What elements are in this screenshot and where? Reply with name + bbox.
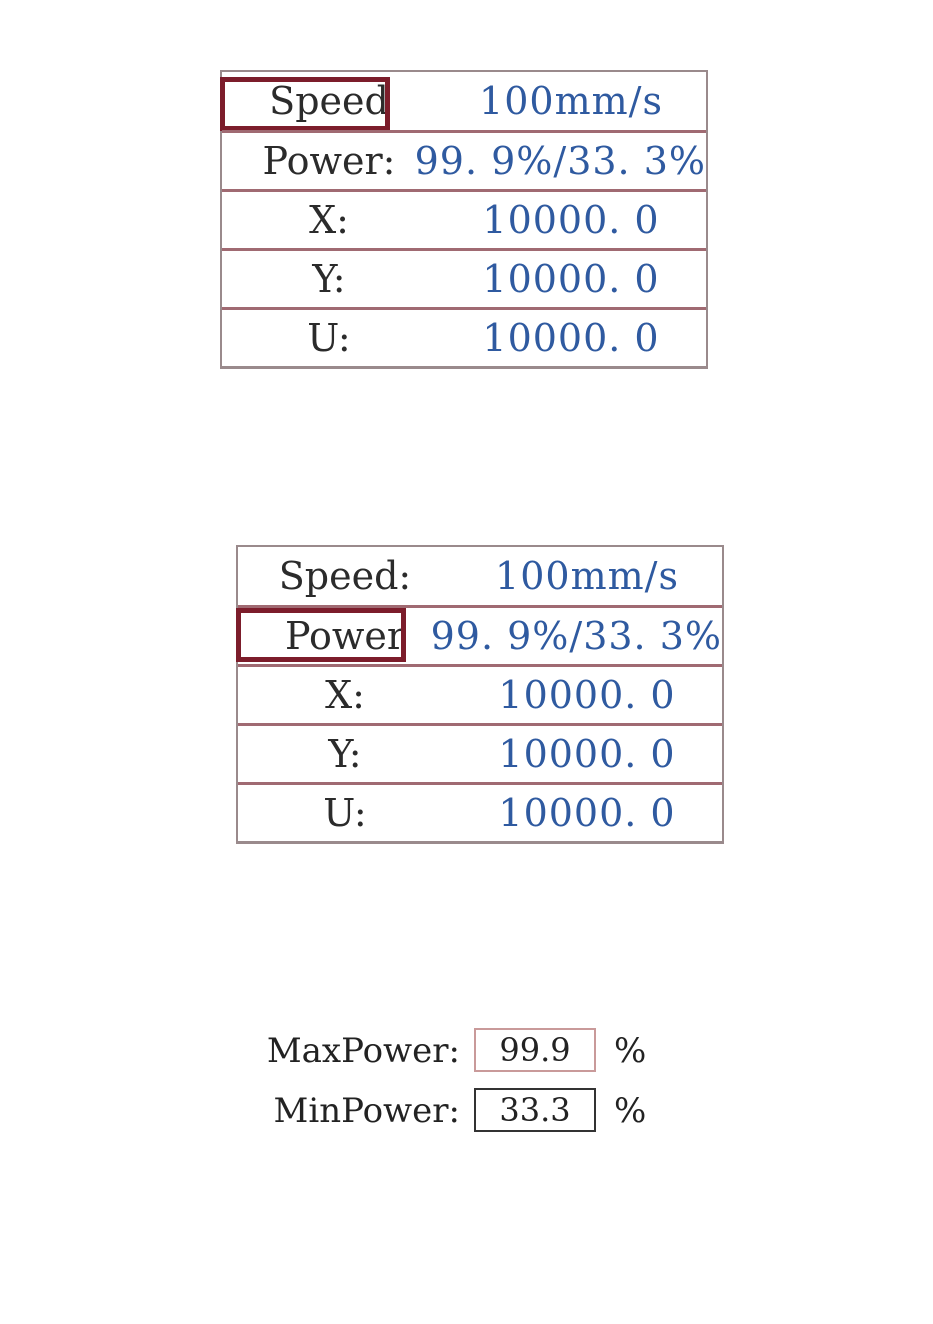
x-row[interactable] <box>238 664 722 723</box>
param-panel-speed-selected <box>220 70 708 369</box>
u-row[interactable] <box>238 782 722 841</box>
u-value: 10000. 0 <box>482 316 660 360</box>
power-settings-form <box>262 1008 664 1138</box>
x-value: 10000. 0 <box>498 673 676 717</box>
minpower-row <box>262 1086 664 1136</box>
y-row[interactable] <box>222 248 706 307</box>
power-row[interactable] <box>238 605 722 664</box>
u-label: U: <box>323 791 367 835</box>
param-panel-power-selected <box>236 545 724 844</box>
speed-value: 100mm/s <box>479 79 663 123</box>
x-row[interactable] <box>222 189 706 248</box>
x-label: X: <box>325 673 365 717</box>
power-label: Power: <box>262 139 396 183</box>
u-label: U: <box>307 316 351 360</box>
maxpower-unit: % <box>614 1031 647 1071</box>
y-label: Y: <box>312 257 346 301</box>
power-row[interactable] <box>222 130 706 189</box>
power-label: Power <box>284 614 406 658</box>
maxpower-input[interactable] <box>474 1028 596 1072</box>
maxpower-row <box>262 1026 664 1076</box>
speed-label: Speed: <box>278 554 412 598</box>
y-label: Y: <box>328 732 362 776</box>
x-value: 10000. 0 <box>482 198 660 242</box>
power-value: 99. 9%/33. 3% <box>414 139 706 183</box>
speed-value: 100mm/s <box>495 554 679 598</box>
speed-row[interactable] <box>238 547 722 605</box>
speed-row[interactable] <box>222 72 706 130</box>
y-value: 10000. 0 <box>482 257 660 301</box>
power-value: 99. 9%/33. 3% <box>430 614 722 658</box>
y-value: 10000. 0 <box>498 732 676 776</box>
selection-highlight <box>220 77 390 131</box>
maxpower-label: MaxPower: <box>266 1031 460 1071</box>
selection-highlight <box>236 608 406 662</box>
speed-label: Speed <box>269 79 389 123</box>
minpower-label: MinPower: <box>273 1091 460 1131</box>
y-row[interactable] <box>238 723 722 782</box>
x-label: X: <box>309 198 349 242</box>
minpower-input[interactable] <box>474 1088 596 1132</box>
u-row[interactable] <box>222 307 706 366</box>
minpower-unit: % <box>614 1091 647 1131</box>
u-value: 10000. 0 <box>498 791 676 835</box>
